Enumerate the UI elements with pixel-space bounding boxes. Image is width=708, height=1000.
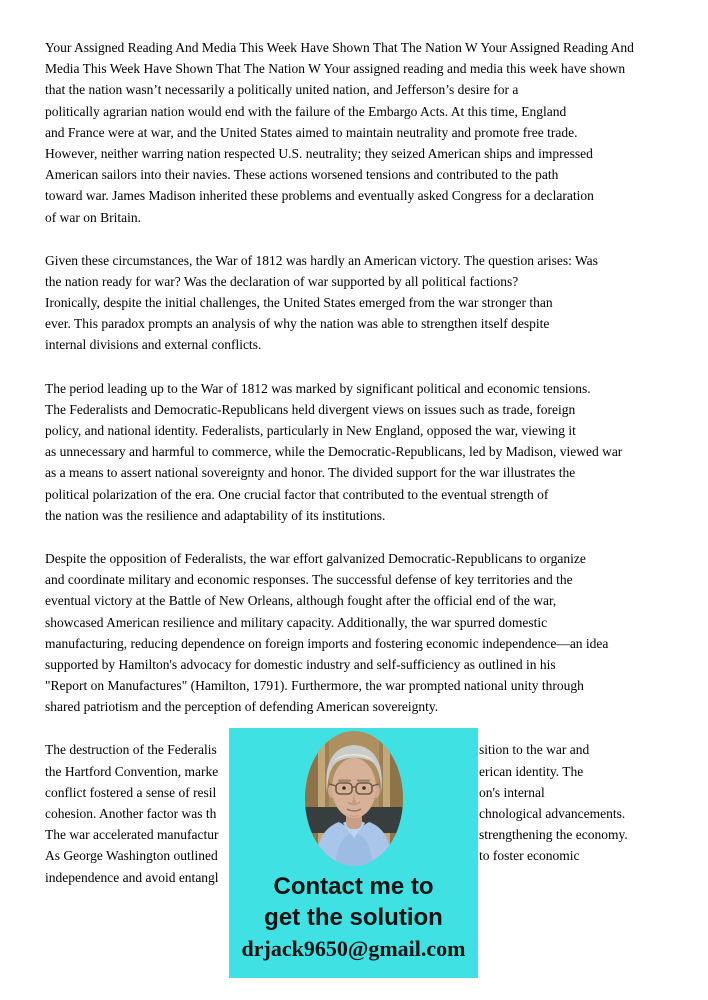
- text-line: that the nation wasn’t necessarily a politically united nation, and Jefferson’s desire for a: [45, 82, 519, 98]
- text-line: politically agrarian nation would end with the failure of the Embargo Acts. At this time, England: [45, 103, 567, 119]
- text-line: the nation ready for war? Was the declaration of war supported by all political factions?: [45, 273, 519, 289]
- text-line: and coordinate military and economic responses. The successful defense of key territories and the: [45, 572, 573, 588]
- text-line: Ironically, despite the initial challenges, the United States emerged from the war stronger than: [45, 295, 553, 311]
- text-line: shared patriotism and the perception of defending American sovereignty.: [45, 699, 439, 715]
- text-line: policy, and national identity. Federalists, particularly in New England, opposed the war, viewing it: [45, 423, 576, 438]
- contact-heading-line1: Contact me to: [273, 873, 434, 900]
- text-line: of war on Britain.: [45, 209, 141, 225]
- text-line: American sailors into their navies. These actions worsened tensions and contributed to the path: [45, 167, 559, 183]
- contact-overlay: [229, 728, 478, 978]
- contact-heading-line2: get the solution: [264, 904, 443, 931]
- text-line: political polarization of the era. One crucial factor that contributed to the eventual strength of: [45, 486, 549, 502]
- text-fragment-right: on's internal: [479, 784, 545, 800]
- text-fragment-left: As George Washington outlined: [45, 848, 218, 864]
- text-fragment-left: The war accelerated manufactur: [45, 827, 219, 843]
- text-line: supported by Hamilton's advocacy for domestic industry and self-sufficiency as outlined in his: [45, 656, 556, 672]
- text-line: The period leading up to the War of 1812 was marked by significant political and economic tensions.: [45, 380, 591, 396]
- text-line: ever. This paradox prompts an analysis of why the nation was able to strengthen itself despite: [45, 316, 550, 332]
- text-fragment-right: chnological advancements.: [479, 806, 626, 821]
- text-line: manufacturing, reducing dependence on foreign imports and fostering economic independence—an idea: [45, 635, 609, 651]
- text-fragment-left: conflict fostered a sense of resil: [45, 784, 217, 800]
- text-line: as a means to assert national sovereignty and honor. The divided support for the war illustrates the: [45, 465, 576, 481]
- text-fragment-left: the Hartford Convention, marke: [45, 763, 219, 779]
- paragraph-3: [45, 378, 690, 526]
- text-line: internal divisions and external conflicts.: [45, 337, 262, 353]
- text-line: eventual victory at the Battle of New Orleans, although fought after the official end of the war,: [45, 593, 557, 609]
- text-line: However, neither warring nation respected U.S. neutrality; they seized American ships and impressed: [45, 145, 593, 161]
- text-fragment-right: sition to the war and: [479, 742, 590, 758]
- text-line: The Federalists and Democratic-Republicans held divergent views on issues such as trade, foreign: [45, 401, 576, 417]
- text-fragment-right: strengthening the economy.: [479, 827, 628, 843]
- text-line: and France were at war, and the United States aimed to maintain neutrality and promote free trade.: [45, 124, 578, 140]
- text-fragment-left: independence and avoid entangl: [45, 869, 219, 885]
- text-line: "Report on Manufactures" (Hamilton, 1791). Furthermore, the war prompted national unity through: [45, 678, 584, 694]
- paragraph-4: [45, 548, 690, 718]
- tutor-portrait-photo: [305, 731, 403, 866]
- text-line: as unnecessary and harmful to commerce, while the Democratic-Republicans, led by Madison, viewed war: [45, 444, 623, 460]
- text-fragment-left: The destruction of the Federalis: [45, 742, 217, 758]
- text-fragment-right: to foster economic: [479, 848, 580, 864]
- text-line: the nation was the resilience and adaptability of its institutions.: [45, 507, 386, 523]
- text-line: Your Assigned Reading And Media This Week Have Shown That The Nation W Your Assigned Reading And: [45, 40, 634, 55]
- paragraph-1: [45, 37, 690, 228]
- text-line: Given these circumstances, the War of 1812 was hardly an American victory. The question arises: Was: [45, 252, 598, 268]
- contact-email: drjack9650@gmail.com: [241, 936, 466, 961]
- text-fragment-right: erican identity. The: [479, 763, 584, 779]
- paragraph-2: [45, 250, 690, 356]
- text-line: toward war. James Madison inherited these problems and eventually asked Congress for a declaration: [45, 188, 594, 204]
- text-line: showcased American resilience and military capacity. Additionally, the war spurred domestic: [45, 614, 548, 630]
- text-fragment-left: cohesion. Another factor was th: [45, 806, 217, 821]
- text-line: Media This Week Have Shown That The Nation W Your assigned reading and media this week have shown: [45, 61, 626, 77]
- text-line: Despite the opposition of Federalists, the war effort galvanized Democratic-Republicans to organize: [45, 550, 586, 566]
